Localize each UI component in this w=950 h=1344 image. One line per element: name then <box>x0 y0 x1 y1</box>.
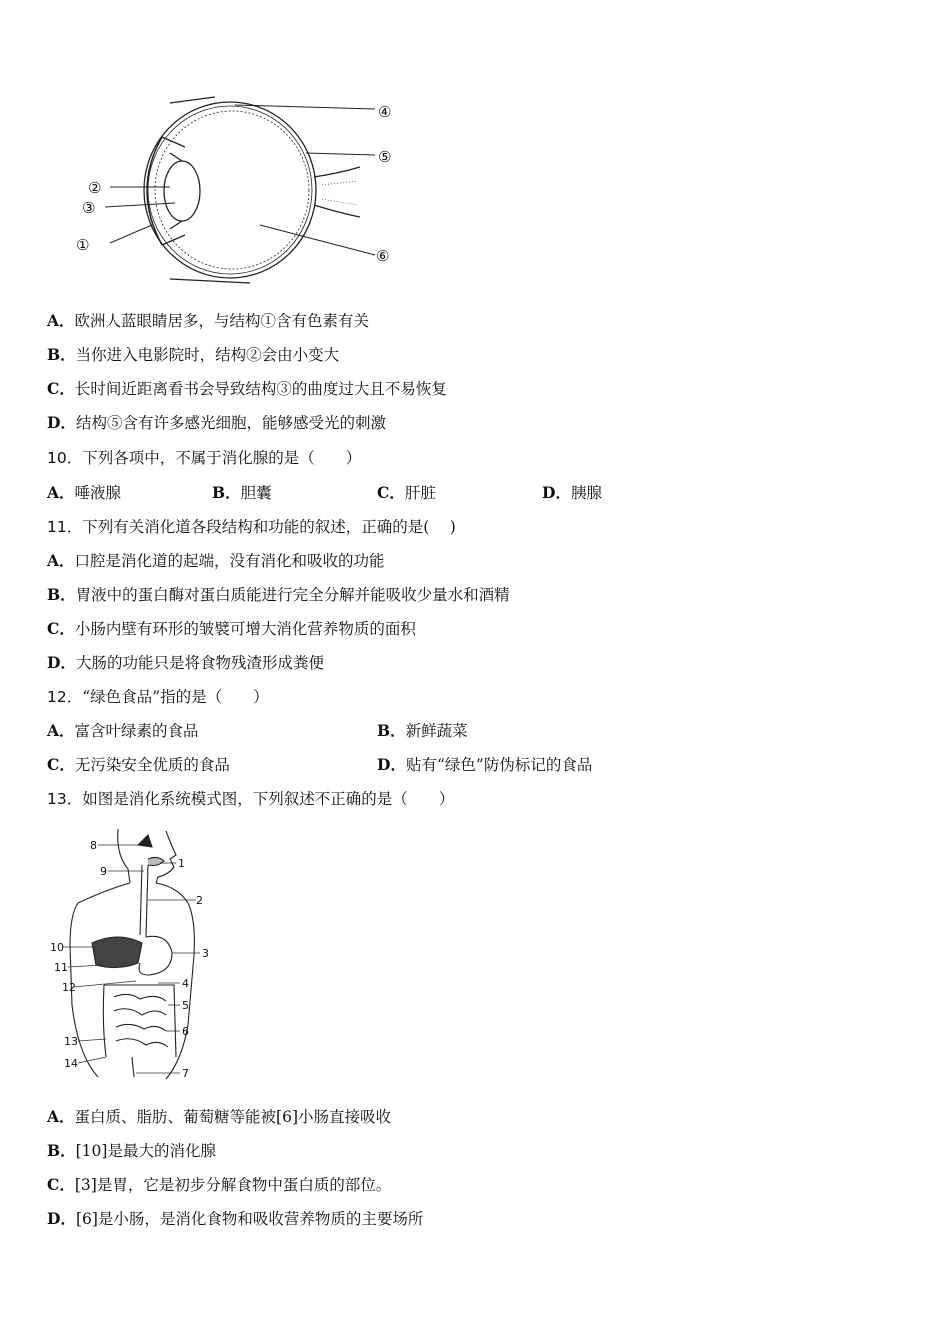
option-letter: C <box>47 1175 60 1194</box>
option-letter: B <box>212 483 226 502</box>
option-letter: C <box>47 619 60 638</box>
option-letter: A <box>47 551 60 570</box>
option-text: 唾液腺 <box>74 484 122 502</box>
option-text: 富含叶绿素的食品 <box>74 722 199 740</box>
option-letter: B <box>377 721 391 740</box>
option-letter: A <box>47 721 60 740</box>
q9-option-b[interactable]: B．当你进入电影院时，结构②会由小变大 <box>47 345 340 364</box>
q13-option-d[interactable]: D．[6]是小肠，是消化食物和吸收营养物质的主要场所 <box>47 1209 424 1228</box>
q13-stem: 13．如图是消化系统模式图，下列叙述不正确的是（ ） <box>47 790 455 808</box>
q12-option-d[interactable]: D．贴有“绿色”防伪标记的食品 <box>377 755 593 774</box>
digestive-label-12: 12 <box>62 981 76 994</box>
digestive-label-9: 9 <box>100 865 107 878</box>
option-letter: D <box>47 653 61 672</box>
option-letter: D <box>542 483 556 502</box>
option-text: 新鲜蔬菜 <box>405 722 468 740</box>
option-letter: C <box>47 379 60 398</box>
option-letter: C <box>47 755 60 774</box>
option-text: 肝脏 <box>404 484 436 502</box>
option-text: 口腔是消化道的起端，没有消化和吸收的功能 <box>74 552 385 570</box>
digestive-label-14: 14 <box>64 1057 78 1070</box>
eye-label-2: ② <box>88 179 102 197</box>
q11-option-a[interactable]: A．口腔是消化道的起端，没有消化和吸收的功能 <box>47 551 385 570</box>
option-text: 小肠内壁有环形的皱襞可增大消化营养物质的面积 <box>74 620 416 638</box>
option-letter: B <box>47 345 61 364</box>
option-text: [10]是最大的消化腺 <box>75 1142 216 1160</box>
option-letter: A <box>47 311 60 330</box>
digestive-label-2: 2 <box>196 894 203 907</box>
option-letter: A <box>47 483 60 502</box>
digestive-label-11: 11 <box>54 961 68 974</box>
digestive-label-5: 5 <box>182 999 189 1012</box>
digestive-label-8: 8 <box>90 839 97 852</box>
digestive-label-4: 4 <box>182 977 189 990</box>
option-letter: D <box>377 755 391 774</box>
option-text: 长时间近距离看书会导致结构③的曲度过大且不易恢复 <box>74 380 447 398</box>
option-text: 贴有“绿色”防伪标记的食品 <box>405 756 593 774</box>
digestive-label-7: 7 <box>182 1067 189 1080</box>
digestive-label-10: 10 <box>50 941 64 954</box>
question-text: 如图是消化系统模式图，下列叙述不正确的是（ ） <box>82 790 455 808</box>
q12-option-a[interactable]: A．富含叶绿素的食品 <box>47 721 199 740</box>
option-text: 胰腺 <box>570 484 602 502</box>
q12-option-b[interactable]: B．新鲜蔬菜 <box>377 721 468 740</box>
q13-option-b[interactable]: B．[10]是最大的消化腺 <box>47 1141 216 1160</box>
option-text: 胃液中的蛋白酶对蛋白质能进行完全分解并能吸收少量水和酒精 <box>75 586 510 604</box>
q13-option-a[interactable]: A．蛋白质、脂肪、葡萄糖等能被[6]小肠直接吸收 <box>47 1107 392 1126</box>
option-letter: B <box>47 585 61 604</box>
option-text: 胆囊 <box>240 484 272 502</box>
digestive-label-3: 3 <box>202 947 209 960</box>
q10-option-b[interactable]: B．胆囊 <box>212 483 272 502</box>
option-text: 欧洲人蓝眼睛居多，与结构①含有色素有关 <box>74 312 370 330</box>
eye-label-3: ③ <box>82 199 96 217</box>
q11-stem: 11．下列有关消化道各段结构和功能的叙述，正确的是( ) <box>47 518 456 536</box>
option-text: 当你进入电影院时，结构②会由小变大 <box>75 346 340 364</box>
question-text: 下列有关消化道各段结构和功能的叙述，正确的是( ) <box>82 518 456 536</box>
q9-option-a[interactable]: A．欧洲人蓝眼睛居多，与结构①含有色素有关 <box>47 311 370 330</box>
question-number: 12 <box>47 688 67 706</box>
option-letter: D <box>47 1209 61 1228</box>
option-text: [3]是胃，它是初步分解食物中蛋白质的部位。 <box>74 1176 392 1194</box>
q12-stem: 12．“绿色食品”指的是（ ） <box>47 688 269 706</box>
q9-option-c[interactable]: C．长时间近距离看书会导致结构③的曲度过大且不易恢复 <box>47 379 447 398</box>
q11-option-b[interactable]: B．胃液中的蛋白酶对蛋白质能进行完全分解并能吸收少量水和酒精 <box>47 585 510 604</box>
option-letter: A <box>47 1107 60 1126</box>
question-number: 13 <box>47 790 67 808</box>
q10-stem: 10．下列各项中，不属于消化腺的是（ ） <box>47 449 362 467</box>
option-letter: C <box>377 483 390 502</box>
q12-option-c[interactable]: C．无污染安全优质的食品 <box>47 755 230 774</box>
eye-label-5: ⑤ <box>378 148 392 166</box>
digestive-label-1: 1 <box>178 857 185 870</box>
q11-option-c[interactable]: C．小肠内壁有环形的皱襞可增大消化营养物质的面积 <box>47 619 416 638</box>
eye-label-6: ⑥ <box>376 247 390 265</box>
digestive-label-6: 6 <box>182 1025 189 1038</box>
eye-label-4: ④ <box>378 103 392 121</box>
option-text: 蛋白质、脂肪、葡萄糖等能被[6]小肠直接吸收 <box>74 1108 392 1126</box>
digestive-label-13: 13 <box>64 1035 78 1048</box>
q11-option-d[interactable]: D．大肠的功能只是将食物残渣形成粪便 <box>47 653 324 672</box>
eye-diagram <box>70 95 410 285</box>
option-letter: D <box>47 413 61 432</box>
q13-option-c[interactable]: C．[3]是胃，它是初步分解食物中蛋白质的部位。 <box>47 1175 392 1194</box>
digestive-system-diagram <box>48 825 218 1085</box>
question-text: “绿色食品”指的是（ ） <box>82 688 269 706</box>
question-number: 10 <box>47 449 67 467</box>
option-text: 结构⑤含有许多感光细胞，能够感受光的刺激 <box>75 414 386 432</box>
option-text: [6]是小肠，是消化食物和吸收营养物质的主要场所 <box>75 1210 424 1228</box>
option-text: 无污染安全优质的食品 <box>74 756 230 774</box>
option-letter: B <box>47 1141 61 1160</box>
option-text: 大肠的功能只是将食物残渣形成粪便 <box>75 654 324 672</box>
q10-option-c[interactable]: C．肝脏 <box>377 483 436 502</box>
eye-label-1: ① <box>76 236 90 254</box>
q10-option-d[interactable]: D．胰腺 <box>542 483 602 502</box>
q10-option-a[interactable]: A．唾液腺 <box>47 483 122 502</box>
q9-option-d[interactable]: D．结构⑤含有许多感光细胞，能够感受光的刺激 <box>47 413 386 432</box>
question-number: 11 <box>47 518 67 536</box>
question-text: 下列各项中，不属于消化腺的是（ ） <box>82 449 362 467</box>
